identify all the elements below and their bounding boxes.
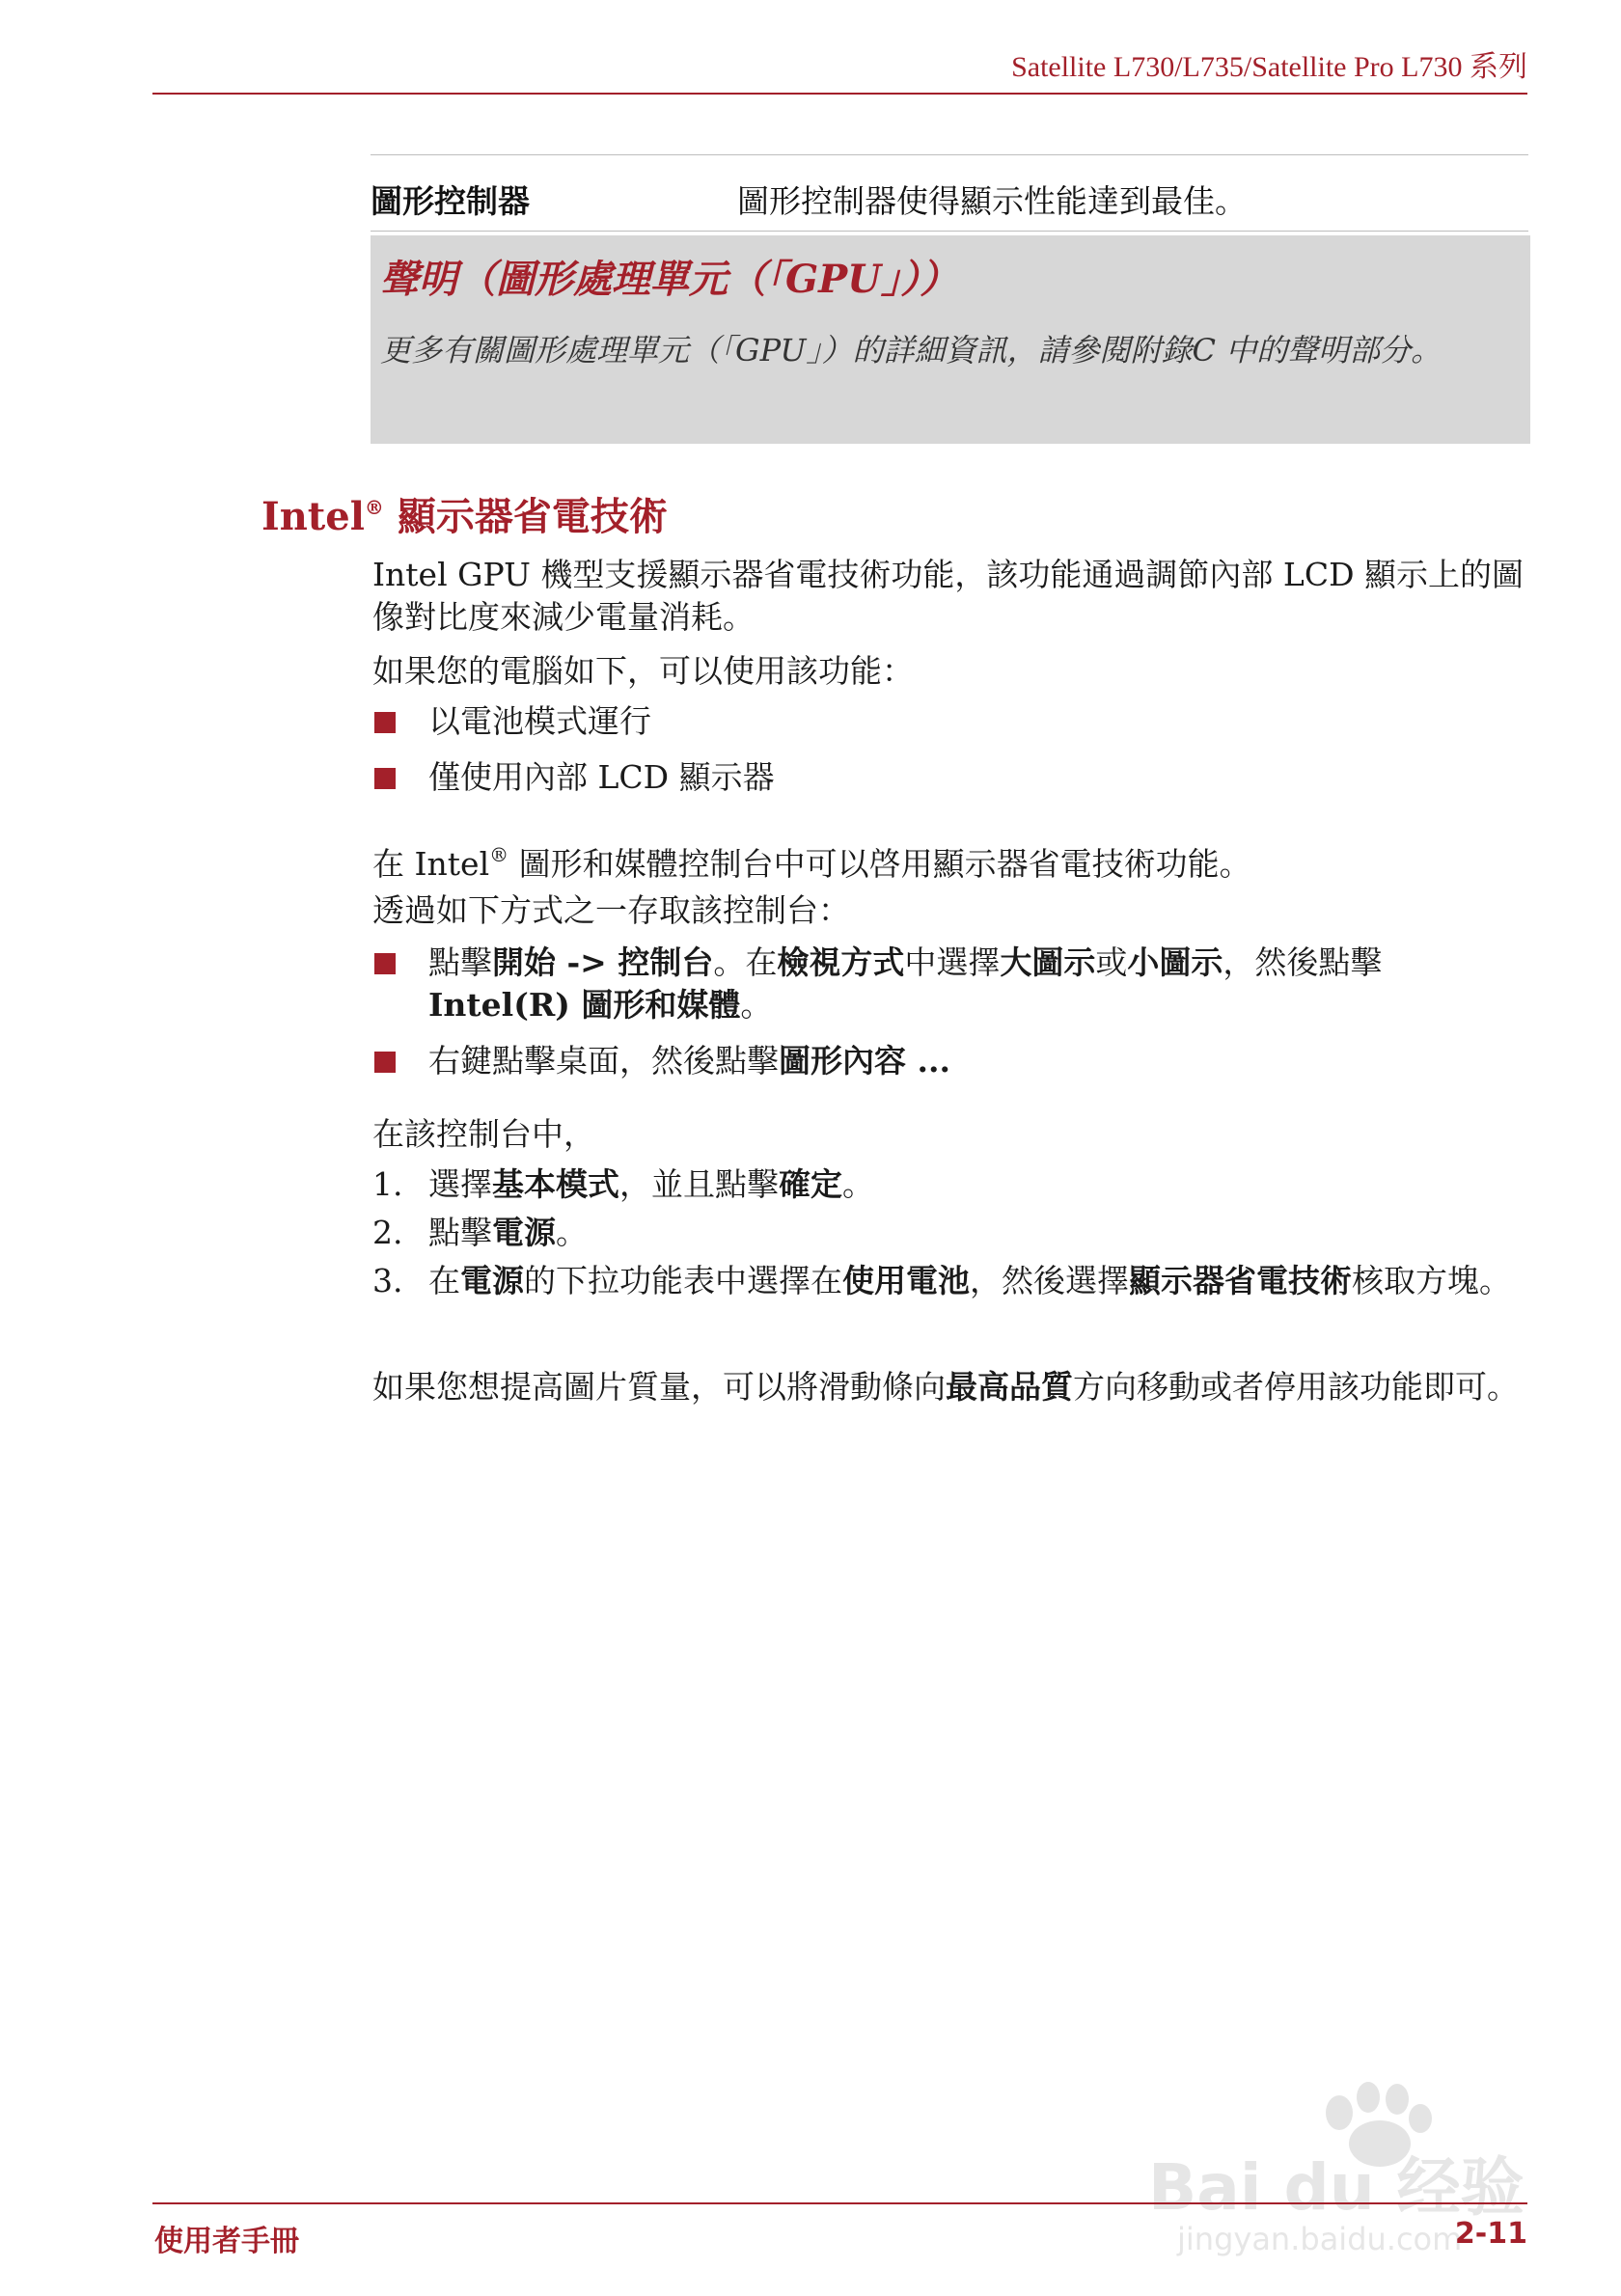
ui-term: 小圖示 bbox=[1127, 943, 1223, 981]
disclaimer-note-box bbox=[371, 235, 1530, 444]
bullet-square-icon bbox=[374, 953, 396, 974]
page-number: 2-11 bbox=[1454, 2217, 1527, 2251]
numbered-step bbox=[372, 1163, 1530, 1206]
running-header-title: Satellite L730/L735/Satellite Pro L730 系列 bbox=[1011, 51, 1527, 83]
list-item bbox=[372, 1040, 1530, 1082]
bullet-square-icon bbox=[374, 1052, 396, 1073]
enable-paragraph bbox=[372, 834, 1530, 886]
registered-mark: ® bbox=[489, 843, 509, 866]
section-heading bbox=[261, 486, 668, 541]
text-run: 點擊 bbox=[428, 943, 492, 981]
text-run: 右鍵點擊桌面，然後點擊 bbox=[428, 1042, 779, 1080]
list-item bbox=[372, 942, 1530, 1026]
footer-divider bbox=[152, 2202, 1527, 2204]
text-run: 的下拉功能表中選擇在 bbox=[524, 1262, 842, 1299]
text-run: ，然後選擇 bbox=[970, 1262, 1129, 1299]
text-run: ，並且點擊 bbox=[619, 1165, 779, 1203]
bullet-square-icon bbox=[374, 712, 396, 733]
text-run: 如果您想提高圖片質量，可以將滑動條向 bbox=[372, 1368, 946, 1406]
registered-mark: ® bbox=[364, 496, 384, 519]
step-number: 2. bbox=[372, 1214, 403, 1251]
text-run: 方向移動或者停用該功能即可。 bbox=[1073, 1368, 1519, 1406]
ui-term: 大圖示 bbox=[1000, 943, 1096, 981]
footer-manual-title: 使用者手冊 bbox=[154, 2225, 299, 2258]
text-run: 中選擇 bbox=[904, 943, 1001, 981]
list-item-text: 以電池模式運行 bbox=[428, 702, 651, 740]
text-run: 點擊 bbox=[428, 1214, 492, 1251]
ui-term: 檢視方式 bbox=[777, 943, 905, 981]
spec-table bbox=[371, 154, 1528, 232]
list-item-text: 僅使用內部 LCD 顯示器 bbox=[428, 758, 775, 796]
console-intro: 在該控制台中， bbox=[372, 1115, 595, 1153]
text-run: 選擇 bbox=[428, 1165, 492, 1203]
heading-prefix: Intel bbox=[261, 494, 365, 539]
enable-prefix: 在 Intel bbox=[372, 845, 490, 883]
ui-term: 顯示器省電技術 bbox=[1129, 1262, 1352, 1299]
text-run: ，然後點擊 bbox=[1223, 943, 1383, 981]
ui-term: 確定 bbox=[779, 1165, 842, 1203]
access-intro: 透過如下方式之一存取該控制台： bbox=[372, 891, 850, 929]
watermark-brand: Bai du 经验 bbox=[1148, 2150, 1525, 2225]
text-run: 。 bbox=[740, 986, 773, 1024]
numbered-step bbox=[372, 1212, 1530, 1254]
text-run: 或 bbox=[1095, 943, 1128, 981]
ui-term: 基本模式 bbox=[492, 1165, 619, 1203]
text-run: 。 bbox=[556, 1214, 588, 1251]
heading-suffix: 顯示器省電技術 bbox=[383, 494, 668, 539]
intro-paragraph: Intel GPU 機型支援顯示器省電技術功能，該功能通過調節內部 LCD 顯示上的圖像對比度來減少電量消耗。 bbox=[372, 556, 1525, 636]
text-run: 在 bbox=[428, 1262, 460, 1299]
outro-paragraph bbox=[372, 1366, 1530, 1408]
ui-term: 使用電池 bbox=[842, 1262, 970, 1299]
step-number: 3. bbox=[372, 1262, 403, 1299]
text-run: 。 bbox=[842, 1165, 874, 1203]
numbered-step bbox=[372, 1260, 1530, 1302]
ui-term: 圖形內容 ... bbox=[779, 1042, 950, 1080]
note-body: 更多有關圖形處理單元（「GPU」）的詳細資訊，請參閱附錄C 中的聲明部分。 bbox=[380, 332, 1442, 369]
ui-term: 電源 bbox=[460, 1262, 524, 1299]
ui-term: 電源 bbox=[492, 1214, 556, 1251]
text-run: 核取方塊。 bbox=[1352, 1262, 1511, 1299]
text-run: 。在 bbox=[713, 943, 778, 981]
list-item bbox=[372, 700, 1530, 743]
condition-intro: 如果您的電腦如下，可以使用該功能： bbox=[372, 652, 914, 690]
spec-definition: 圖形控制器使得顯示性能達到最佳。 bbox=[737, 182, 1247, 220]
list-item bbox=[372, 756, 1530, 799]
step-number: 1. bbox=[372, 1165, 403, 1203]
enable-suffix: 圖形和媒體控制台中可以啓用顯示器省電技術功能。 bbox=[508, 845, 1251, 883]
watermark-url: jingyan.baidu.com bbox=[1177, 2221, 1463, 2257]
bullet-square-icon bbox=[374, 768, 396, 789]
ui-term: 最高品質 bbox=[946, 1368, 1073, 1406]
spec-term: 圖形控制器 bbox=[371, 182, 530, 220]
ui-term: Intel(R) 圖形和媒體 bbox=[428, 986, 741, 1024]
note-title: 聲明（圖形處理單元（「GPU」）） bbox=[380, 257, 959, 302]
ui-term: 開始 -> 控制台 bbox=[492, 943, 714, 981]
header-divider bbox=[152, 93, 1527, 95]
